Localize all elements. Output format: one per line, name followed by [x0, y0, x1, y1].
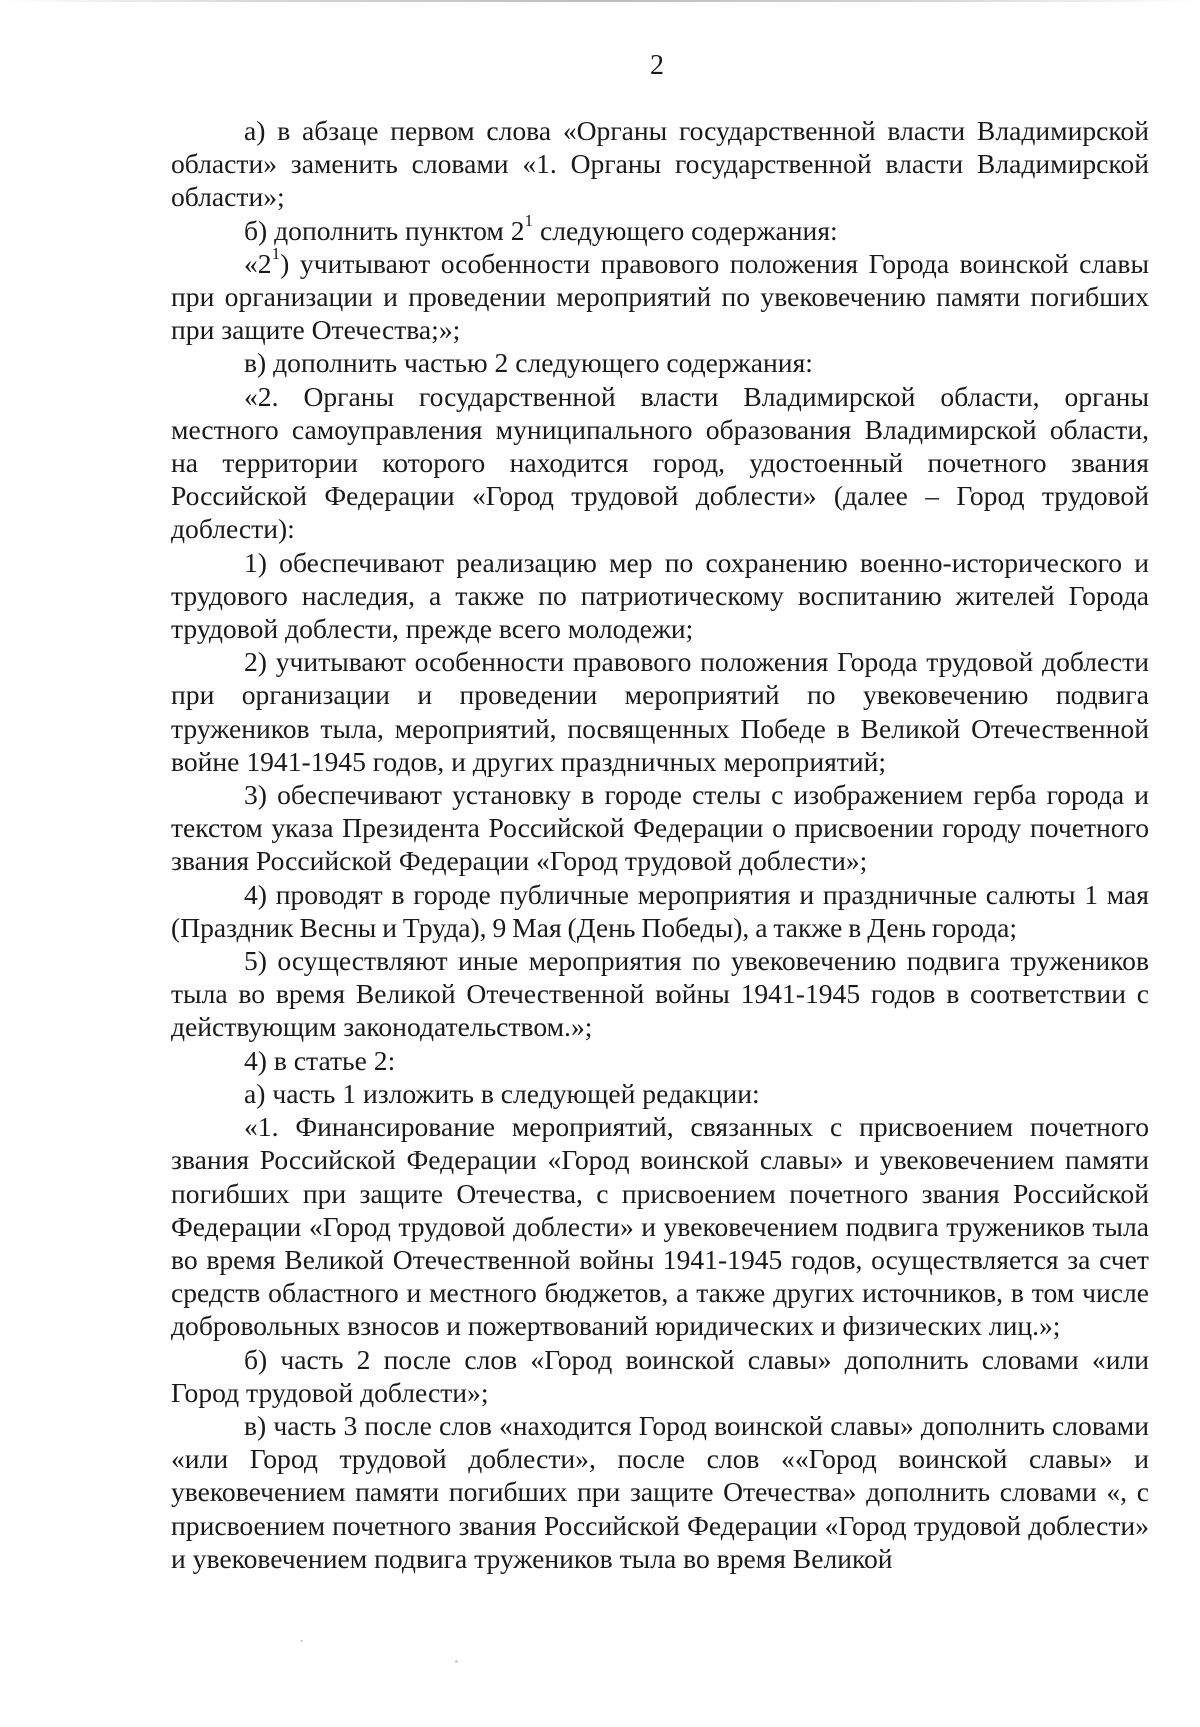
scan-speck: [455, 1660, 458, 1663]
page-number: 2: [650, 50, 664, 81]
paragraph-item-4: 4) проводят в городе публичные мероприятия и праздничные салюты 1 мая (Праздник Весны и Труда), 9 Мая (День Победы), а также в День города;: [171, 878, 1149, 943]
paragraph-article-2-a: а) часть 1 изложить в следующей редакции:: [244, 1077, 760, 1109]
paragraph-item-3: 3) обеспечивают установку в городе стелы с изображением герба города и текстом указа Президента Российской Федерации о присвоении городу почетного звания Российской Федерации «Город трудовой доблести»;: [171, 779, 1149, 877]
paragraph-article-2-b: б) часть 2 после слов «Город воинской славы» дополнить словами «или Город трудовой доблести»;: [171, 1343, 1149, 1408]
paragraph-text: ) учитывают особенности правового положения Города воинской славы при организации и проведении мероприятий по увековечению памяти погибших при защите Отечества;»;: [171, 247, 1149, 346]
superscript: 1: [524, 211, 534, 230]
paragraph-item-2-1: [171, 244, 1149, 347]
paragraph-text: б) дополнить пунктом 2: [244, 214, 525, 246]
superscript: 1: [271, 244, 281, 264]
paragraph-article-2-c: в) часть 3 после слов «находится Город воинской славы» дополнить словами «или Город трудовой доблести», после слов ««Город воинской славы» и увековечением памяти погибших при защите Отечества» дополнить словами «, с присвоением почетного звания Российской Федерации «Город трудовой доблести» и увековечением подвига тружеников тыла во время Великой: [171, 1409, 1149, 1574]
paragraph-item-2: 2) учитывают особенности правового положения Города трудовой доблести при организации и проведении мероприятий по увековечению подвига тружеников тыла, мероприятий, посвященных Победе в Великой Отечественной войне 1941-1945 годов, и других праздничных мероприятий;: [171, 646, 1149, 777]
paragraph-article-2: 4) в статье 2:: [244, 1044, 396, 1076]
document-body: [171, 114, 1149, 1575]
paragraph-text: следующего содержания:: [533, 214, 838, 246]
paragraph-amendment-b: [171, 211, 1149, 247]
paragraph-financing: «1. Финансирование мероприятий, связанных с присвоением почетного звания Российской Федерации «Город воинской славы» и увековечением памяти погибших при защите Отечества, с присвоением почетного звания Российской Федерации «Город трудовой доблести» и увековечением подвига тружеников тыла во время Великой Отечественной войны 1941-1945 годов, осуществляется за счет средств областного и местного бюджетов, а также других источников, в том числе добровольных взносов и пожертвований юридических и физических лиц.»;: [171, 1111, 1149, 1342]
scan-speck: [300, 1640, 303, 1642]
paragraph-amendment-a: а) в абзаце первом слова «Органы государственной власти Владимирской области» заменить словами «1. Органы государственной власти Владимирской области»;: [171, 115, 1149, 213]
paragraph-item-1: 1) обеспечивают реализацию мер по сохранению военно-исторического и трудового наследия, а также по патриотическому воспитанию жителей Города трудовой доблести, прежде всего молодежи;: [171, 546, 1149, 645]
scan-top-edge: [0, 0, 1200, 2]
paragraph-part-2: «2. Органы государственной власти Владимирской области, органы местного самоуправления муниципального образования Владимирской области, на территории которого находится город, удостоенный почетного звания Российской Федерации «Город трудовой доблести» (далее – Город трудовой доблести):: [171, 380, 1149, 545]
paragraph-item-5: 5) осуществляют иные мероприятия по увековечению подвига тружеников тыла во время Великой Отечественной войны 1941-1945 годов в соответствии с действующим законодательством.»;: [171, 945, 1149, 1043]
paragraph-text: «2: [244, 247, 272, 279]
paragraph-amendment-c: в) дополнить частью 2 следующего содержания:: [244, 347, 813, 379]
